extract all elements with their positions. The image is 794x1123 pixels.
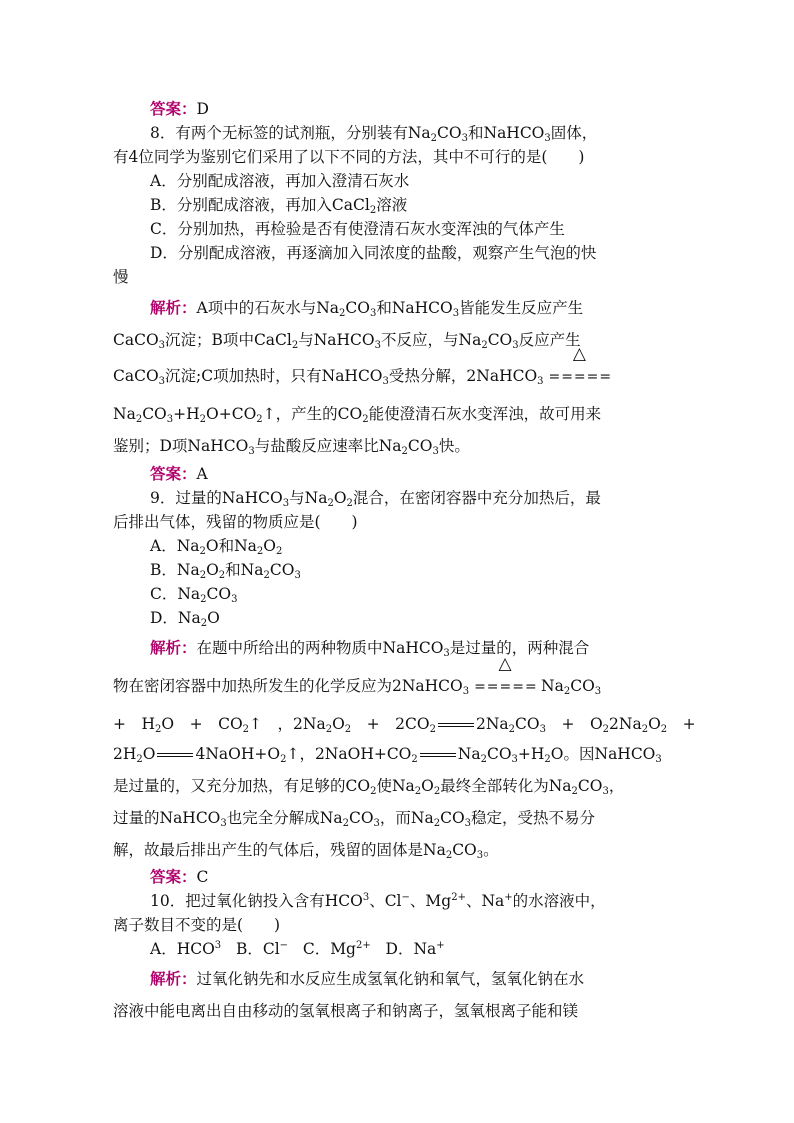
text: O bbox=[142, 745, 156, 763]
sub: 2 bbox=[342, 818, 349, 829]
sub: 3 bbox=[373, 818, 380, 829]
q9-explanation-line-5 bbox=[113, 774, 683, 798]
option-c: C．Mg bbox=[302, 940, 356, 958]
text: 和Na bbox=[225, 561, 264, 579]
text: CO bbox=[206, 585, 232, 603]
answer-value: C bbox=[196, 868, 209, 886]
text: + H bbox=[113, 715, 156, 733]
sub: 2 bbox=[433, 818, 441, 829]
text: + bbox=[667, 715, 696, 733]
q9-answer-line bbox=[150, 865, 720, 889]
q8-explanation-line-5 bbox=[113, 434, 683, 458]
sub: 2 bbox=[242, 724, 250, 735]
sub: 2 bbox=[369, 205, 377, 216]
text: 最终全部转化为Na bbox=[440, 777, 572, 795]
sub: 2 bbox=[430, 133, 438, 144]
text: O bbox=[206, 561, 219, 579]
text: 使Na bbox=[376, 777, 415, 795]
text: ，而Na bbox=[379, 809, 434, 827]
text: 和NaHCO bbox=[468, 124, 545, 142]
text: 固体， bbox=[550, 124, 598, 142]
sub: 2 bbox=[544, 754, 551, 765]
sup: − bbox=[279, 940, 289, 951]
sup: − bbox=[401, 892, 410, 903]
sub: 2 bbox=[263, 570, 270, 581]
q9-explanation-line-7 bbox=[113, 838, 683, 862]
answer-label: 答案： bbox=[150, 99, 197, 118]
text: +H bbox=[173, 405, 200, 423]
q9-explanation-line-1 bbox=[150, 636, 720, 660]
q8-stem-line-2: 有4位同学为鉴别它们采用了以下不同的方法，其中不可行的是( ) bbox=[113, 148, 585, 166]
sub: 2 bbox=[256, 546, 264, 557]
q8-option-c: C．分别加热，再检验是否有使澄清石灰水变浑浊的气体产生 bbox=[150, 220, 565, 238]
q9-option-c bbox=[150, 582, 720, 606]
text: CO bbox=[437, 124, 462, 142]
equals-sign: ===== bbox=[474, 679, 538, 695]
text: 解，故最后排出产生的气体后，残留的固体是Na bbox=[113, 841, 446, 859]
sup: + bbox=[436, 940, 445, 951]
sub: 3 bbox=[511, 754, 518, 765]
sup: 3 bbox=[362, 892, 370, 903]
q8-stem-line-1 bbox=[150, 121, 720, 145]
q10-options bbox=[150, 937, 720, 961]
text: 过氧化钠先和水反应生成氢氧化钠和氧气，氢氧化钠在水 bbox=[196, 970, 585, 988]
text: +H bbox=[517, 745, 545, 763]
text: O + CO bbox=[161, 715, 243, 733]
sup: + bbox=[504, 892, 513, 903]
text: CO bbox=[515, 715, 540, 733]
answer-label: 答案： bbox=[150, 464, 197, 483]
text: 稳定，受热不易分 bbox=[471, 809, 596, 827]
q10-stem-line-2: 离子数目不变的是( ) bbox=[113, 916, 281, 934]
sub: 2 bbox=[339, 308, 346, 319]
q9-explanation-line-6 bbox=[113, 806, 683, 830]
q9-stem-line-1 bbox=[150, 486, 720, 510]
text: CO bbox=[487, 331, 513, 349]
sub: 3 bbox=[432, 446, 439, 457]
text: 是过量的，两种混合 bbox=[449, 639, 590, 657]
sub: 3 bbox=[512, 340, 519, 351]
text: 与NaHCO bbox=[298, 331, 375, 349]
text: Na bbox=[541, 677, 564, 695]
sub: 3 bbox=[537, 376, 544, 387]
text: 10．把过氧化钠投入含有HCO bbox=[150, 892, 363, 910]
sub: 2 bbox=[155, 724, 162, 735]
explanation-label: 解析： bbox=[150, 969, 197, 988]
text: 与盐酸反应速率比Na bbox=[254, 437, 402, 455]
option-d: D．Na bbox=[385, 940, 437, 958]
answer-value: A bbox=[196, 465, 208, 483]
sub: 3 bbox=[248, 446, 255, 457]
q8-explanation-line-1 bbox=[150, 296, 720, 320]
q8-option-b bbox=[150, 193, 720, 217]
sub: 2 bbox=[327, 498, 334, 509]
explanation-label: 解析： bbox=[150, 298, 197, 317]
sub: 3 bbox=[158, 376, 166, 387]
sub: 3 bbox=[544, 133, 551, 144]
text: Na bbox=[113, 405, 136, 423]
q8-explanation-line-4 bbox=[113, 402, 683, 426]
text: O bbox=[333, 489, 347, 507]
double-line-equals bbox=[157, 753, 193, 757]
q9-stem-line-2: 后排出气体，残留的物质应是( ) bbox=[113, 513, 358, 531]
text: CO bbox=[440, 809, 465, 827]
q8-option-d-cont: 慢 bbox=[113, 268, 129, 286]
text: CO bbox=[570, 677, 595, 695]
answer-value: D bbox=[196, 100, 209, 118]
delta-symbol: △ bbox=[498, 654, 512, 674]
text: ， bbox=[608, 777, 625, 795]
sub: 2 bbox=[200, 618, 208, 629]
option-a: A．HCO bbox=[150, 940, 215, 958]
text: 2Na bbox=[475, 715, 509, 733]
q9-explanation-line-4 bbox=[113, 742, 683, 766]
text: CO bbox=[577, 777, 603, 795]
explanation-label: 解析： bbox=[150, 638, 197, 657]
sub: 3 bbox=[231, 594, 238, 605]
sub: 3 bbox=[369, 308, 377, 319]
sub: 3 bbox=[382, 376, 389, 387]
sub: 2 bbox=[325, 724, 333, 735]
sub: 3 bbox=[282, 498, 290, 509]
text: 过量的NaHCO bbox=[113, 809, 221, 827]
text: ↑，2NaOH+CO bbox=[286, 745, 412, 763]
text: O bbox=[207, 609, 220, 627]
sub: 2 bbox=[480, 754, 487, 765]
text: 、Na bbox=[465, 892, 505, 910]
sub: 2 bbox=[563, 686, 571, 697]
text: O bbox=[648, 715, 661, 733]
text: O bbox=[263, 537, 276, 555]
text: 反应产生 bbox=[518, 331, 581, 349]
option-b: B．Cl bbox=[235, 940, 280, 958]
sub: 2 bbox=[346, 498, 353, 509]
text: CO bbox=[348, 809, 374, 827]
q9-option-b bbox=[150, 558, 720, 582]
text: C．Na bbox=[150, 585, 201, 603]
text: CO bbox=[452, 841, 477, 859]
sub: 3 bbox=[461, 133, 468, 144]
sub: 2 bbox=[280, 754, 287, 765]
text: CO bbox=[142, 405, 167, 423]
sub: 3 bbox=[294, 570, 301, 581]
text: 、Mg bbox=[409, 892, 452, 910]
text: 受热分解，2NaHCO bbox=[388, 367, 538, 385]
text: 能使澄清石灰水变浑浊，故可用来 bbox=[368, 405, 602, 423]
q8-option-a: A．分别配成溶液，再加入澄清石灰水 bbox=[150, 172, 410, 190]
text: 沉淀；B项中CaCl bbox=[165, 331, 292, 349]
text: B．Na bbox=[150, 561, 200, 579]
text: CO bbox=[407, 437, 433, 455]
text: 是过量的，又充分加热，有足够的CO bbox=[113, 777, 371, 795]
text: O bbox=[421, 777, 434, 795]
text: A项中的石灰水与Na bbox=[196, 299, 340, 317]
sub: 3 bbox=[374, 340, 381, 351]
text: CO bbox=[345, 299, 370, 317]
text: CaCO bbox=[113, 367, 159, 385]
sub: 2 bbox=[199, 570, 207, 581]
equals-sign: ===== bbox=[548, 369, 613, 385]
sup: 2+ bbox=[355, 940, 371, 951]
sub: 3 bbox=[594, 686, 602, 697]
sub: 2 bbox=[200, 594, 207, 605]
text: O和Na bbox=[205, 537, 257, 555]
q9-explanation-line-3 bbox=[113, 712, 696, 736]
text: 鉴别；D项NaHCO bbox=[113, 437, 249, 455]
text: 4NaOH+O bbox=[195, 745, 281, 763]
double-line-equals bbox=[438, 723, 474, 727]
q10-explanation-line-2: 溶液中能电离出自由移动的氢氧根离子和钠离子，氢氧根离子能和镁 bbox=[113, 1002, 579, 1020]
sub: 2 bbox=[291, 340, 299, 351]
sub: 2 bbox=[508, 724, 515, 735]
sub: 3 bbox=[539, 724, 546, 735]
sub: 2 bbox=[401, 446, 408, 457]
sub: 3 bbox=[655, 754, 662, 765]
text: 快。 bbox=[438, 437, 470, 455]
text: 的水溶液中， bbox=[512, 892, 606, 910]
sub: 2 bbox=[660, 724, 668, 735]
sub: 2 bbox=[445, 850, 453, 861]
sub: 2 bbox=[135, 414, 143, 425]
text: 8．有两个无标签的试剂瓶，分别装有Na bbox=[150, 124, 431, 142]
sub: 2 bbox=[429, 724, 436, 735]
sub: 3 bbox=[166, 414, 174, 425]
heating-condition bbox=[474, 654, 538, 699]
sub: 3 bbox=[158, 340, 166, 351]
sub: 2 bbox=[136, 754, 143, 765]
text: 皆能发生反应产生 bbox=[459, 299, 584, 317]
text: Na bbox=[457, 745, 481, 763]
text: B．分别配成溶液，再加入CaCl bbox=[150, 196, 370, 214]
sup: 3 bbox=[214, 940, 222, 951]
sub: 3 bbox=[220, 818, 227, 829]
sub: 2 bbox=[256, 414, 263, 425]
text: 、Cl bbox=[369, 892, 402, 910]
sub: 3 bbox=[443, 648, 450, 659]
text: 与Na bbox=[289, 489, 328, 507]
text: CO bbox=[269, 561, 295, 579]
text: CaCO bbox=[113, 331, 159, 349]
text: ↑ ，2Na bbox=[249, 715, 326, 733]
text: 沉淀;C项加热时，只有NaHCO bbox=[165, 367, 383, 385]
text: + O bbox=[545, 715, 603, 733]
answer-label: 答案： bbox=[150, 867, 197, 886]
text: 9．过量的NaHCO bbox=[150, 489, 283, 507]
text: 2Na bbox=[609, 715, 642, 733]
sub: 3 bbox=[452, 308, 460, 319]
text: 溶液 bbox=[376, 196, 408, 214]
delta-symbol: △ bbox=[572, 344, 586, 364]
sub: 3 bbox=[464, 818, 472, 829]
sub: 3 bbox=[602, 786, 609, 797]
sub: 2 bbox=[199, 546, 206, 557]
sub: 2 bbox=[414, 786, 422, 797]
sub: 3 bbox=[476, 850, 484, 861]
text: O bbox=[332, 715, 345, 733]
q7-answer-line bbox=[150, 97, 720, 121]
q9-explanation-line-2 bbox=[113, 654, 683, 699]
q9-option-a bbox=[150, 534, 720, 558]
sub: 2 bbox=[362, 414, 369, 425]
sub: 2 bbox=[370, 786, 377, 797]
text: A．Na bbox=[150, 537, 200, 555]
text: 和NaHCO bbox=[376, 299, 453, 317]
sub: 2 bbox=[481, 340, 488, 351]
sub: 2 bbox=[199, 414, 207, 425]
q9-option-d bbox=[150, 606, 720, 630]
q8-explanation-line-3 bbox=[113, 344, 683, 389]
q8-option-d: D．分别配成溶液，再逐滴加入同浓度的盐酸，观察产生气泡的快 bbox=[150, 244, 597, 262]
sub: 2 bbox=[275, 546, 283, 557]
text: CO bbox=[486, 745, 512, 763]
q8-answer-line bbox=[150, 462, 720, 486]
text: 。 bbox=[483, 841, 499, 859]
text: 不反应，与Na bbox=[381, 331, 482, 349]
heating-condition bbox=[548, 344, 613, 389]
sub: 2 bbox=[433, 786, 441, 797]
text: 也完全分解成Na bbox=[226, 809, 343, 827]
sup: 2+ bbox=[451, 892, 466, 903]
text: 物在密闭容器中加热所发生的化学反应为2NaHCO bbox=[113, 677, 463, 695]
text: D．Na bbox=[150, 609, 201, 627]
double-line-equals bbox=[420, 753, 456, 757]
text: ↑，产生的CO bbox=[262, 405, 363, 423]
sub: 3 bbox=[462, 686, 470, 697]
text: 在题中所给出的两种物质中NaHCO bbox=[196, 639, 444, 657]
text: O+CO bbox=[206, 405, 257, 423]
sub: 2 bbox=[411, 754, 418, 765]
q10-stem-line-1 bbox=[150, 889, 720, 913]
sub: 2 bbox=[344, 724, 352, 735]
text: 混合，在密闭容器中充分加热后，最 bbox=[352, 489, 601, 507]
text: 2H bbox=[113, 745, 137, 763]
sub: 2 bbox=[602, 724, 610, 735]
sub: 2 bbox=[571, 786, 578, 797]
sub: 2 bbox=[218, 570, 226, 581]
text: O。因NaHCO bbox=[550, 745, 656, 763]
sub: 2 bbox=[641, 724, 649, 735]
text: + 2CO bbox=[351, 715, 430, 733]
q10-explanation-line-1 bbox=[150, 967, 720, 991]
